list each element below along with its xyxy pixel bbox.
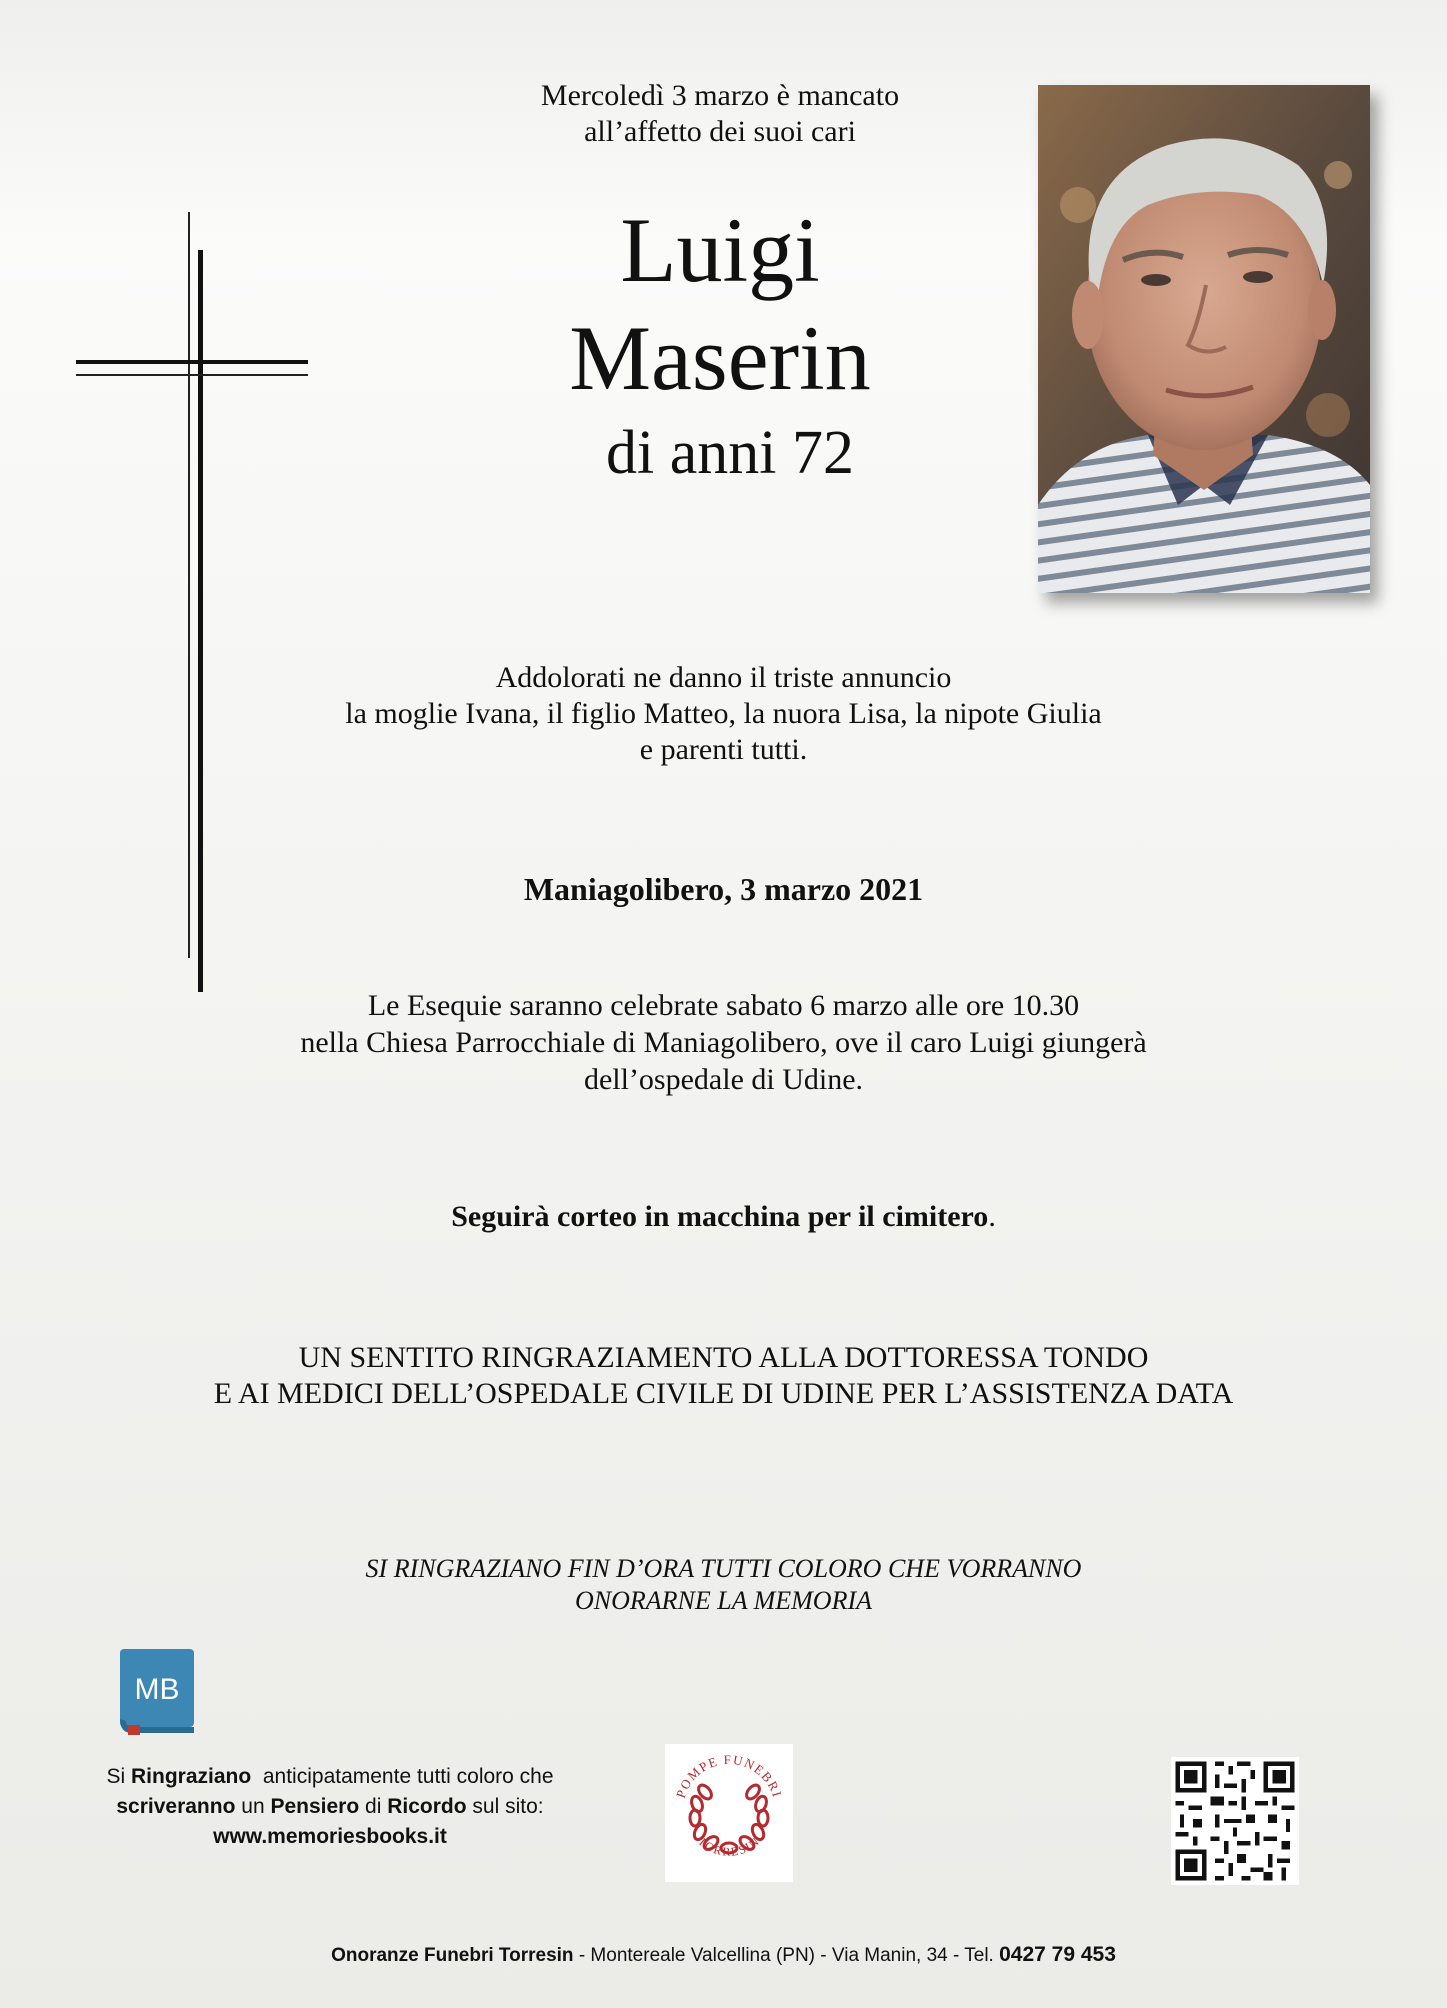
memoriesbooks-text bbox=[60, 1762, 600, 1852]
thanks-doctors bbox=[100, 1340, 1347, 1412]
thanks-line-1: UN SENTITO RINGRAZIAMENTO ALLA DOTTORESSA TONDO bbox=[298, 1341, 1149, 1374]
procession-end: . bbox=[988, 1200, 996, 1233]
funeral-home-logo-bottom-text: TORRESIN bbox=[695, 1833, 763, 1859]
place-date: Maniagolibero, 3 marzo 2021 bbox=[523, 871, 924, 907]
intro-text bbox=[380, 78, 1060, 150]
deceased-last-name: Maserin bbox=[569, 307, 871, 409]
final-thanks bbox=[200, 1553, 1247, 1617]
procession-bold: Seguirà corteo in macchina per il cimitero bbox=[451, 1200, 989, 1233]
announcement-line-2: la moglie Ivana, il figlio Matteo, la nuora Lisa, la nipote Giulia bbox=[345, 697, 1102, 730]
procession-note bbox=[200, 1200, 1247, 1234]
funeral-line-3: dell’ospedale di Udine. bbox=[583, 1063, 864, 1096]
memoriesbooks-logo bbox=[118, 1647, 198, 1737]
announcement-text bbox=[200, 660, 1247, 768]
footer-phone: 0427 79 453 bbox=[999, 1943, 1116, 1966]
announcement-line-1: Addolorati ne danno il triste annuncio bbox=[495, 661, 952, 694]
final-thanks-line-1: SI RINGRAZIANO FIN D’ORA TUTTI COLORO CHE VORRANNO bbox=[365, 1554, 1082, 1583]
deceased-first-name: Luigi bbox=[620, 199, 820, 301]
intro-line-1: Mercoledì 3 marzo è mancato bbox=[540, 79, 900, 112]
mb-line-1: Si Ringraziano anticipatamente tutti coloro che bbox=[106, 1765, 554, 1788]
intro-line-2: all’affetto dei suoi cari bbox=[584, 115, 856, 148]
svg-text:POMPE FUNEBRI bbox=[673, 1752, 785, 1800]
footer-name: Onoranze Funebri Torresin bbox=[331, 1945, 574, 1966]
portrait-photo bbox=[1038, 85, 1370, 593]
funeral-home-logo-top-text: POMPE FUNEBRI bbox=[672, 1751, 786, 1800]
funeral-line-1: Le Esequie saranno celebrate sabato 6 marzo alle ore 10.30 bbox=[367, 989, 1080, 1022]
final-thanks-line-2: ONORARNE LA MEMORIA bbox=[574, 1586, 873, 1615]
memoriesbooks-logo-text: MB bbox=[134, 1673, 180, 1706]
deceased-age: di anni 72 bbox=[606, 419, 854, 487]
footer bbox=[0, 1943, 1447, 1967]
cross-horizontal-thick bbox=[76, 360, 308, 364]
funeral-info bbox=[180, 987, 1267, 1098]
footer-address: - Montereale Valcellina (PN) - Via Manin, 34 - Tel. bbox=[573, 1945, 1000, 1966]
cross-horizontal-thin bbox=[76, 374, 308, 376]
funeral-line-2: nella Chiesa Parrocchiale di Maniagolibero, ove il caro Luigi giungerà bbox=[300, 1026, 1147, 1059]
qr-code[interactable] bbox=[1171, 1757, 1299, 1885]
memoriesbooks-url[interactable]: www.memoriesbooks.it bbox=[213, 1825, 447, 1848]
cross-vertical-thin bbox=[188, 212, 190, 958]
mb-line-2: scriveranno un Pensiero di Ricordo sul sito: bbox=[116, 1795, 544, 1818]
funeral-home-logo bbox=[665, 1744, 793, 1882]
thanks-line-2: E AI MEDICI DELL’OSPEDALE CIVILE DI UDINE PER L’ASSISTENZA DATA bbox=[213, 1377, 1234, 1410]
announcement-line-3: e parenti tutti. bbox=[639, 733, 808, 766]
